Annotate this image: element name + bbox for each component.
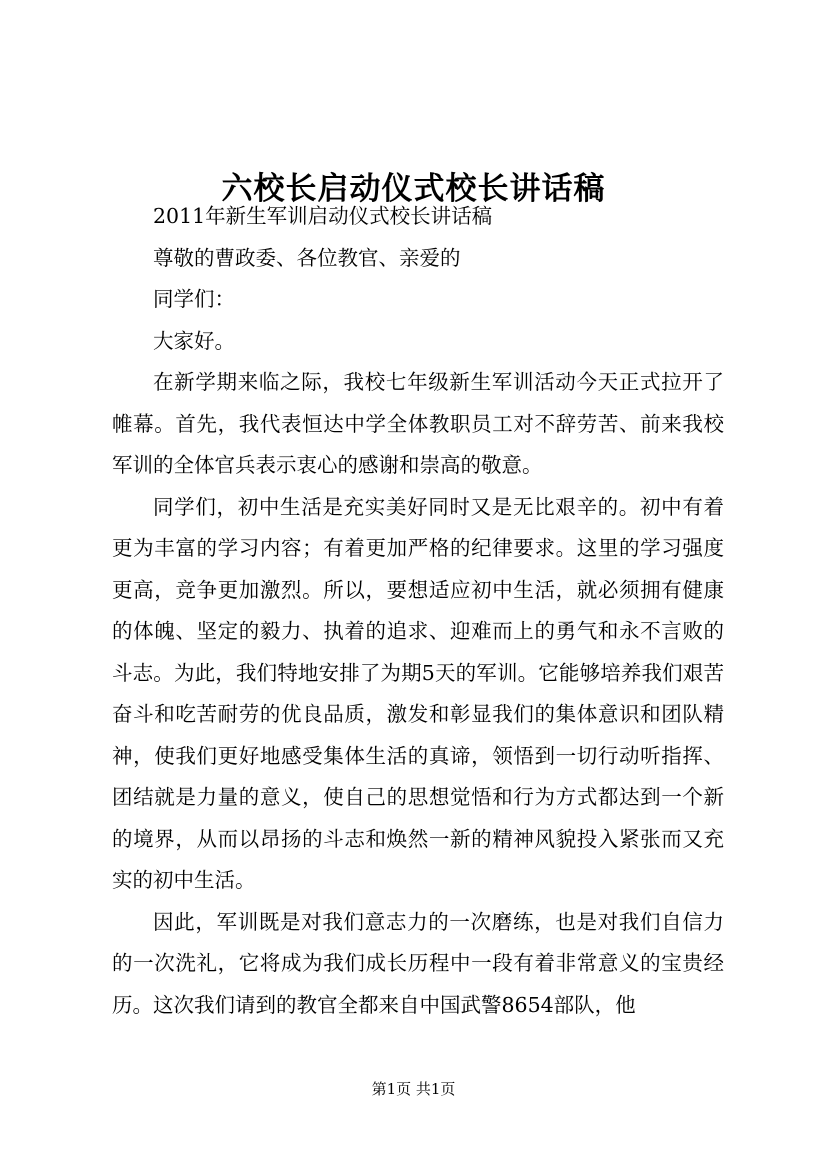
paragraph-training-meaning: 因此，军训既是对我们意志力的一次磨练，也是对我们自信力的一次洗礼，它将成为我们成长历程中一段有着非常意义的宝贵经历。这次我们请到的教官全都来自中国武警8654部队，他 (112, 909, 724, 1017)
page-title: 六校长启动仪式校长讲话稿 (221, 170, 606, 207)
document-body (112, 196, 724, 1026)
paragraph-salutation: 尊敬的曹政委、各位教官、亲爱的 (153, 245, 461, 270)
paragraph-salutation-cont: 同学们： (153, 287, 235, 311)
paragraph-opening: 在新学期来临之际，我校七年级新生军训活动今天正式拉开了帷幕。首先，我代表恒达中学全体教职员工对不辞劳苦、前来我校军训的全体官兵表示衷心的感谢和崇高的敬意。 (112, 370, 724, 477)
paragraph-greeting: 大家好。 (153, 328, 235, 353)
paragraph-middle-school-life: 同学们，初中生活是充实美好同时又是无比艰辛的。初中有着更为丰富的学习内容；有着更加严格的纪律要求。这里的学习强度更高，竞争更加激烈。所以，要想适应初中生活，就必须拥有健康的体魄、坚定的毅力、执着的追求、迎难而上的勇气和永不言败的斗志。为此，我们特地安排了为期5天的军训。它能够培养我们艰苦奋斗和吃苦耐劳的优良品质，激发和彰显我们的集体意识和团队精神，使我们更好地感受集体生活的真谛，领悟到一切行动听指挥、团结就是力量的意义，使自己的思想觉悟和行为方式都达到一个新的境界，从而以昂扬的斗志和焕然一新的精神风貌投入紧张而又充实的初中生活。 (112, 494, 724, 892)
paragraph-heading-line: 2011年新生军训启动仪式校长讲话稿 (153, 204, 493, 228)
page-footer: 第1页 共1页 (371, 1080, 456, 1098)
